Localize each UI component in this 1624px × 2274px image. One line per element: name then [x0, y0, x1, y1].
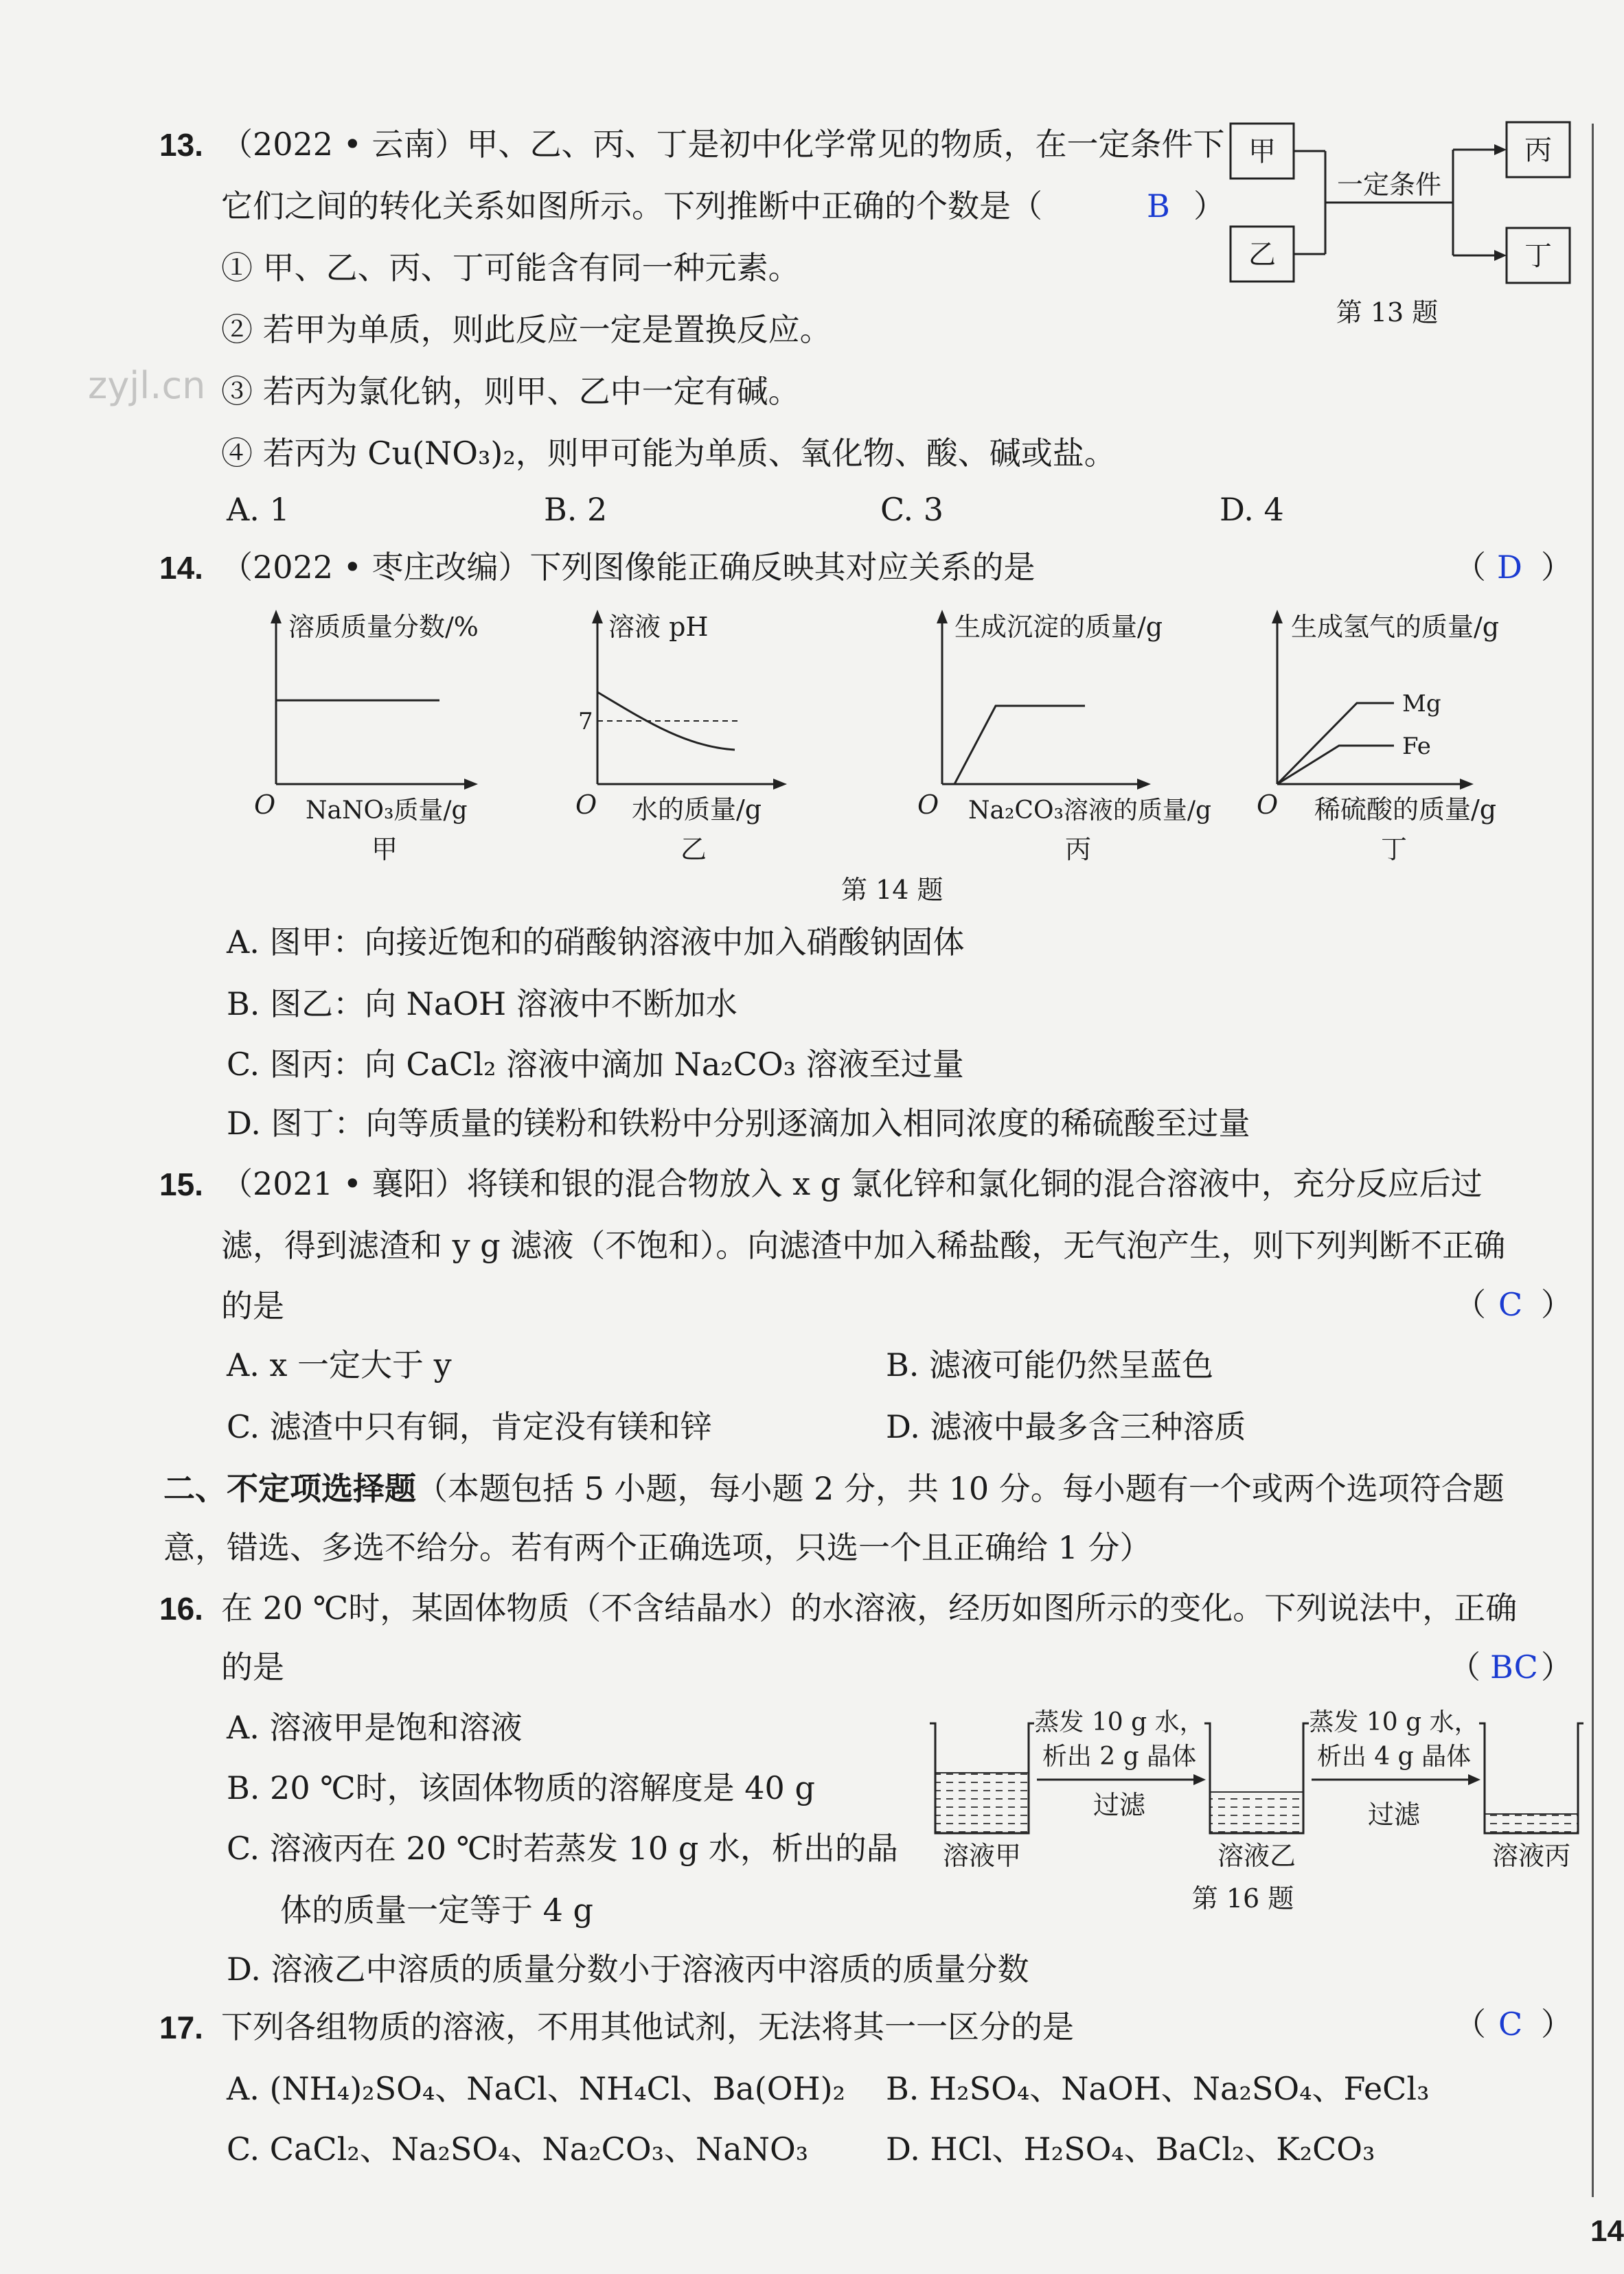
y-axis-label: 生成沉淀的质量/g — [954, 612, 1163, 642]
bracket-close: ） — [1541, 1286, 1572, 1323]
origin-label: O — [1257, 790, 1279, 820]
box-ding: 丁 — [1524, 240, 1552, 272]
question-number: 13. — [159, 127, 203, 163]
question-stem: 滤，得到滤渣和 y g 滤液（不饱和）。向滤渣中加入稀盐酸，无气泡产生，则下列判断不正确 — [221, 1227, 1506, 1264]
option-a: A. 溶液甲是饱和溶液 — [227, 1709, 523, 1746]
section-title: 二、不定项选择题 — [163, 1471, 416, 1506]
graph-jia — [247, 604, 536, 872]
option-a: A. 1 — [227, 491, 290, 528]
bracket-close: ） — [1541, 1649, 1572, 1686]
graph-ding — [1257, 604, 1586, 872]
x-axis-label: 稀硫酸的质量/g — [1314, 794, 1497, 825]
section-desc-2: 意，错选、多选不给分。若有两个正确选项，只选一个且正确给 1 分） — [163, 1529, 1152, 1566]
step2-evaporate: 蒸发 10 g 水， — [1309, 1708, 1479, 1736]
question-stem: （2022 • 云南）甲、乙、丙、丁是初中化学常见的物质，在一定条件下 — [221, 126, 1225, 163]
condition-label: 一定条件 — [1336, 170, 1442, 200]
question-stem: 下列各组物质的溶液，不用其他试剂，无法将其一一区分的是 — [221, 2008, 1074, 2045]
question-stem: （2021 • 襄阳）将镁和银的混合物放入 x g 氯化锌和氯化铜的混合溶液中，充分反应后过 — [221, 1165, 1483, 1202]
section-description — [163, 1468, 1505, 1509]
bracket-open: （ — [1454, 2006, 1486, 2043]
option-b: B. 2 — [544, 491, 608, 528]
box-yi: 乙 — [1248, 239, 1276, 271]
option-d: D. HCl、H₂SO₄、BaCl₂、K₂CO₃ — [886, 2131, 1375, 2168]
option-d: D. 滤液中最多含三种溶质 — [886, 1408, 1246, 1445]
option-c: C. CaCl₂、Na₂SO₄、Na₂CO₃、NaNO₃ — [227, 2131, 809, 2168]
option-a: A. x 一定大于 y — [227, 1346, 452, 1383]
right-margin-rule — [1592, 124, 1594, 2197]
question-stem: 的是 — [221, 1287, 284, 1324]
graph-bing — [913, 604, 1257, 872]
series-label-mg: Mg — [1402, 690, 1441, 717]
bracket-close: ） — [1193, 187, 1225, 225]
bracket-open: （ — [1454, 549, 1486, 586]
question-stem: （2022 • 枣庄改编）下列图像能正确反映其对应关系的是 — [221, 549, 1036, 586]
answer-text: B — [1147, 187, 1170, 225]
x-axis-label: NaNO₃质量/g — [306, 796, 468, 825]
label-solution-jia: 溶液甲 — [942, 1841, 1022, 1871]
answer-text: BC — [1490, 1649, 1538, 1686]
bracket-open: （ — [1449, 1649, 1480, 1686]
x-axis-label: Na₂CO₃溶液的质量/g — [968, 796, 1212, 825]
origin-label: O — [575, 790, 597, 820]
label-solution-bing: 溶液丙 — [1491, 1841, 1571, 1871]
statement-1: ① 甲、乙、丙、丁可能含有同一种元素。 — [221, 249, 800, 286]
option-a: A. (NH₄)₂SO₄、NaCl、NH₄Cl、Ba(OH)₂ — [227, 2070, 845, 2107]
option-d: D. 图丁：向等质量的镁粉和铁粉中分别逐滴加入相同浓度的稀硫酸至过量 — [227, 1105, 1250, 1142]
label-solution-yi: 溶液乙 — [1217, 1841, 1296, 1871]
origin-label: O — [917, 790, 939, 820]
question-stem: 在 20 ℃时，某固体物质（不含结晶水）的水溶液，经历如图所示的变化。下列说法中，正确 — [221, 1589, 1518, 1627]
statement-2: ② 若甲为单质，则此反应一定是置换反应。 — [221, 311, 832, 348]
graph-name: 甲 — [371, 834, 398, 864]
beaker-yi — [1204, 1723, 1309, 1833]
section-desc-1: （本题包括 5 小题，每小题 2 分，共 10 分。每小题有一个或两个选项符合题 — [416, 1470, 1505, 1507]
option-b: B. H₂SO₄、NaOH、Na₂SO₄、FeCl₃ — [886, 2070, 1430, 2107]
graph-name: 丙 — [1064, 834, 1092, 864]
option-c-continued: 体的质量一定等于 4 g — [280, 1892, 593, 1929]
y-axis-label: 生成氢气的质量/g — [1291, 612, 1500, 642]
graph-name: 丁 — [1380, 834, 1408, 864]
page-number: 14 — [1590, 2214, 1624, 2248]
option-b: B. 图乙：向 NaOH 溶液中不断加水 — [227, 985, 737, 1022]
option-c: C. 3 — [880, 491, 944, 528]
step1-evaporate: 蒸发 10 g 水， — [1034, 1708, 1204, 1736]
question-number: 14. — [159, 550, 203, 586]
y-axis-label: 溶质质量分数/% — [288, 612, 479, 642]
option-c: C. 溶液丙在 20 ℃时若蒸发 10 g 水，析出的晶 — [227, 1830, 898, 1867]
option-a: A. 图甲：向接近饱和的硝酸钠溶液中加入硝酸钠固体 — [227, 923, 965, 961]
figure-caption: 第 14 题 — [841, 875, 943, 905]
question-number: 16. — [159, 1591, 203, 1627]
option-b: B. 20 ℃时，该固体物质的溶解度是 40 g — [227, 1769, 815, 1806]
graph-yi — [570, 604, 845, 872]
graph-name: 乙 — [680, 834, 707, 864]
watermark: zyjl.cn — [88, 364, 206, 407]
step1-filter: 过滤 — [1093, 1790, 1146, 1820]
answer-text: D — [1497, 549, 1522, 586]
reaction-diagram — [1215, 117, 1572, 343]
origin-label: O — [254, 790, 276, 820]
y-axis-label: 溶液 pH — [608, 612, 709, 642]
step1-crystals: 析出 2 g 晶体 — [1042, 1743, 1197, 1771]
box-bing: 丙 — [1524, 135, 1552, 166]
figure-caption: 第 13 题 — [1336, 297, 1439, 328]
question-number: 15. — [159, 1167, 203, 1202]
question-stem: 的是 — [221, 1649, 284, 1686]
option-d: D. 4 — [1220, 491, 1284, 528]
box-jia: 甲 — [1248, 136, 1276, 168]
step2-filter: 过滤 — [1367, 1800, 1421, 1830]
beaker-jia — [930, 1723, 1034, 1833]
series-label-fe: Fe — [1402, 733, 1431, 760]
option-c: C. 图丙：向 CaCl₂ 溶液中滴加 Na₂CO₃ 溶液至过量 — [227, 1046, 964, 1083]
evaporation-diagram — [920, 1696, 1579, 1922]
x-axis-label: 水的质量/g — [632, 794, 762, 825]
bracket-close: ） — [1541, 2006, 1572, 2043]
option-d: D. 溶液乙中溶质的质量分数小于溶液丙中溶质的质量分数 — [227, 1951, 1029, 1988]
beaker-bing — [1479, 1723, 1583, 1833]
tick-label: 7 — [578, 708, 593, 735]
question-stem: 它们之间的转化关系如图所示。下列推断中正确的个数是（ — [221, 187, 1042, 225]
answer-text: C — [1498, 2006, 1523, 2043]
answer-text: C — [1498, 1286, 1523, 1323]
step2-crystals: 析出 4 g 晶体 — [1316, 1743, 1472, 1771]
question-number: 17. — [159, 2010, 203, 2045]
statement-3: ③ 若丙为氯化钠，则甲、乙中一定有碱。 — [221, 373, 800, 410]
statement-4: ④ 若丙为 Cu(NO₃)₂，则甲可能为单质、氧化物、酸、碱或盐。 — [221, 435, 1116, 472]
option-b: B. 滤液可能仍然呈蓝色 — [886, 1346, 1214, 1383]
figure-caption: 第 16 题 — [1191, 1883, 1294, 1914]
option-c: C. 滤渣中只有铜，肯定没有镁和锌 — [227, 1408, 712, 1445]
bracket-open: （ — [1454, 1286, 1486, 1323]
bracket-close: ） — [1541, 549, 1572, 586]
